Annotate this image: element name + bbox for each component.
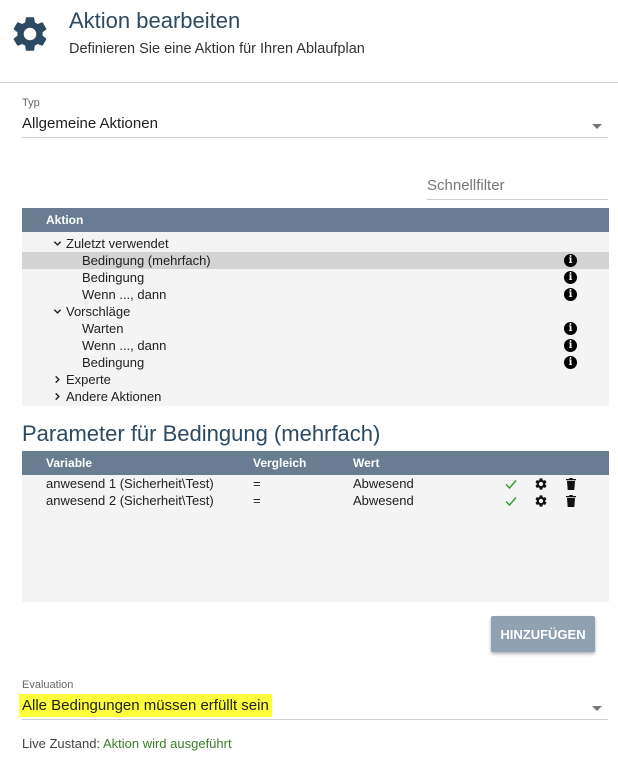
action-table-header	[22, 208, 609, 232]
column-header-aktion: Aktion	[46, 213, 84, 227]
dropdown-arrow-icon	[592, 124, 602, 129]
live-status-value: Aktion wird ausgeführt	[102, 736, 232, 751]
gear-icon[interactable]	[534, 477, 548, 491]
typ-label: Typ	[22, 97, 40, 109]
info-icon[interactable]	[564, 271, 577, 284]
tree-group-label: Experte	[66, 372, 111, 387]
action-table	[22, 208, 609, 406]
evaluation-label: Evaluation	[22, 679, 74, 691]
cell-variable: anwesend 2 (Sicherheit\Test)	[46, 493, 214, 508]
schnellfilter-field[interactable]	[427, 172, 608, 200]
tree-item-label: Warten	[82, 321, 124, 336]
cell-wert: Abwesend	[353, 493, 414, 508]
check-icon[interactable]	[504, 477, 518, 491]
trash-icon[interactable]	[564, 477, 578, 491]
tree-group-andere-aktionen[interactable]	[22, 388, 609, 405]
tree-item-bedingung[interactable]	[22, 269, 609, 286]
chevron-down-icon[interactable]	[53, 239, 62, 248]
info-icon[interactable]	[564, 288, 577, 301]
parameter-section-title: Parameter für Bedingung (mehrfach)	[22, 421, 381, 446]
evaluation-select[interactable]	[22, 695, 608, 720]
chevron-down-icon[interactable]	[53, 307, 62, 316]
info-icon[interactable]	[564, 322, 577, 335]
table-row	[22, 475, 609, 492]
chevron-right-icon[interactable]	[53, 392, 62, 401]
dropdown-arrow-icon	[592, 706, 602, 711]
tree-group-vorschlaege[interactable]	[22, 303, 609, 320]
info-icon[interactable]	[564, 356, 577, 369]
tree-group-zuletzt-verwendet[interactable]	[22, 235, 609, 252]
chevron-right-icon[interactable]	[53, 375, 62, 384]
tree-item-warten[interactable]	[22, 320, 609, 337]
tree-group-experte[interactable]	[22, 371, 609, 388]
tree-item-wenn-dann[interactable]	[22, 337, 609, 354]
cell-variable: anwesend 1 (Sicherheit\Test)	[46, 476, 214, 491]
column-header-wert: Wert	[353, 456, 380, 470]
tree-item-label: Bedingung	[82, 270, 145, 285]
tree-group-label: Andere Aktionen	[66, 389, 162, 404]
tree-item-label: Bedingung (mehrfach)	[82, 253, 211, 268]
live-status	[22, 736, 232, 751]
tree-item-bedingung-mehrfach[interactable]	[22, 252, 609, 269]
table-row	[22, 492, 609, 509]
gear-icon	[9, 13, 51, 55]
page-subtitle: Definieren Sie eine Aktion für Ihren Ablaufplan	[69, 41, 365, 57]
tree-item-label: Bedingung	[82, 355, 145, 370]
schnellfilter-input[interactable]	[427, 172, 608, 198]
column-header-vergleich: Vergleich	[253, 456, 307, 470]
tree-group-label: Zuletzt verwendet	[66, 236, 169, 251]
tree-group-label: Vorschläge	[66, 304, 131, 319]
parameter-table-header	[22, 451, 609, 475]
info-icon[interactable]	[564, 254, 577, 267]
tree-item-wenn-dann[interactable]	[22, 286, 609, 303]
info-icon[interactable]	[564, 339, 577, 352]
trash-icon[interactable]	[564, 494, 578, 508]
hinzufuegen-button[interactable]: HINZUFÜGEN	[491, 616, 595, 652]
typ-select[interactable]	[22, 113, 608, 138]
typ-select-value: Allgemeine Aktionen	[22, 115, 158, 132]
evaluation-select-value: Alle Bedingungen müssen erfüllt sein	[22, 697, 269, 714]
tree-item-label: Wenn ..., dann	[82, 287, 167, 302]
tree-item-label: Wenn ..., dann	[82, 338, 167, 353]
parameter-table	[22, 451, 609, 602]
tree-item-bedingung[interactable]	[22, 354, 609, 371]
cell-vergleich: =	[253, 493, 261, 508]
gear-icon[interactable]	[534, 494, 548, 508]
cell-wert: Abwesend	[353, 476, 414, 491]
check-icon[interactable]	[504, 494, 518, 508]
page-title: Aktion bearbeiten	[69, 8, 241, 33]
column-header-variable: Variable	[46, 456, 93, 470]
live-status-label: Live Zustand:	[22, 736, 101, 751]
dialog-header	[0, 0, 618, 83]
cell-vergleich: =	[253, 476, 261, 491]
